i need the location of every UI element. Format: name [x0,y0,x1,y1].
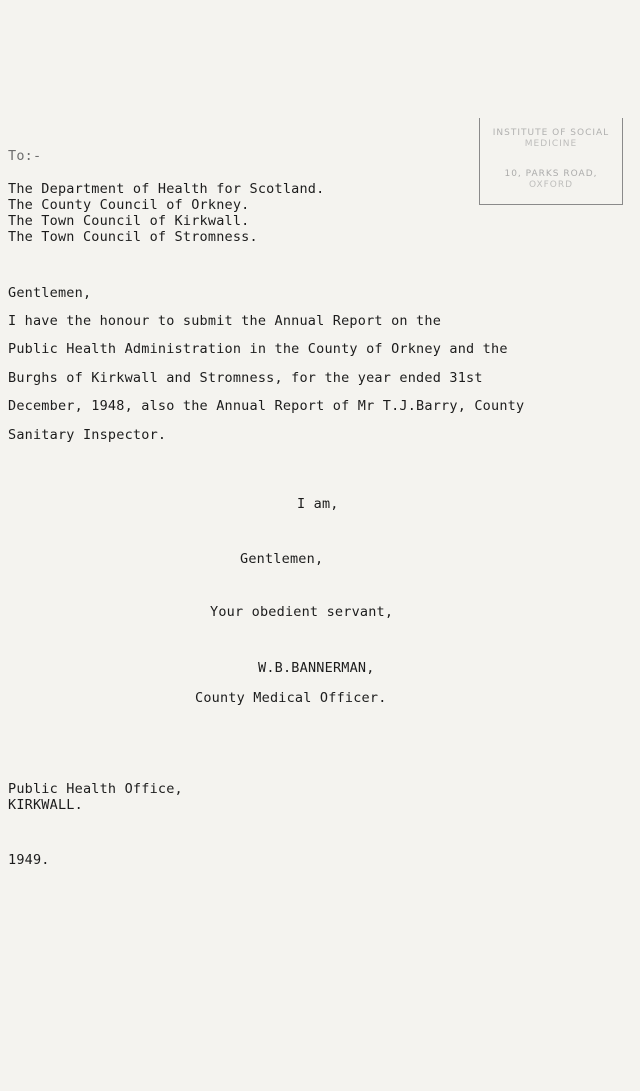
addressee-line: The County Council of Orkney. [8,197,250,213]
to-label: To:- [8,148,42,164]
stamp-line: 10, PARKS ROAD, [504,169,598,179]
body-line: Burghs of Kirkwall and Stromness, for the year ended 31st [8,370,483,386]
body-line: I have the honour to submit the Annual Report on the [8,313,442,329]
addressee-line: The Town Council of Kirkwall. [8,213,250,229]
closing-obedient-servant: Your obedient servant, [210,604,394,620]
addressee-line: The Department of Health for Scotland. [8,181,325,197]
body-line: December, 1948, also the Annual Report of Mr T.J.Barry, County [8,398,525,414]
place-line: KIRKWALL. [8,797,83,813]
date-year: 1949. [8,852,50,868]
institute-stamp [479,118,623,205]
closing-i-am: I am, [297,496,339,512]
signatory-title: County Medical Officer. [195,690,387,706]
addressee-line: The Town Council of Stromness. [8,229,258,245]
stamp-line: INSTITUTE OF SOCIAL [492,128,610,138]
body-line: Sanitary Inspector. [8,427,167,443]
stamp-line: OXFORD [528,180,574,190]
signatory-name: W.B.BANNERMAN, [258,660,375,676]
body-line: Public Health Administration in the County of Orkney and the [8,341,508,357]
salutation: Gentlemen, [8,285,92,301]
stamp-line: MEDICINE [524,139,578,149]
closing-gentlemen: Gentlemen, [240,551,324,567]
office-line: Public Health Office, [8,781,183,797]
